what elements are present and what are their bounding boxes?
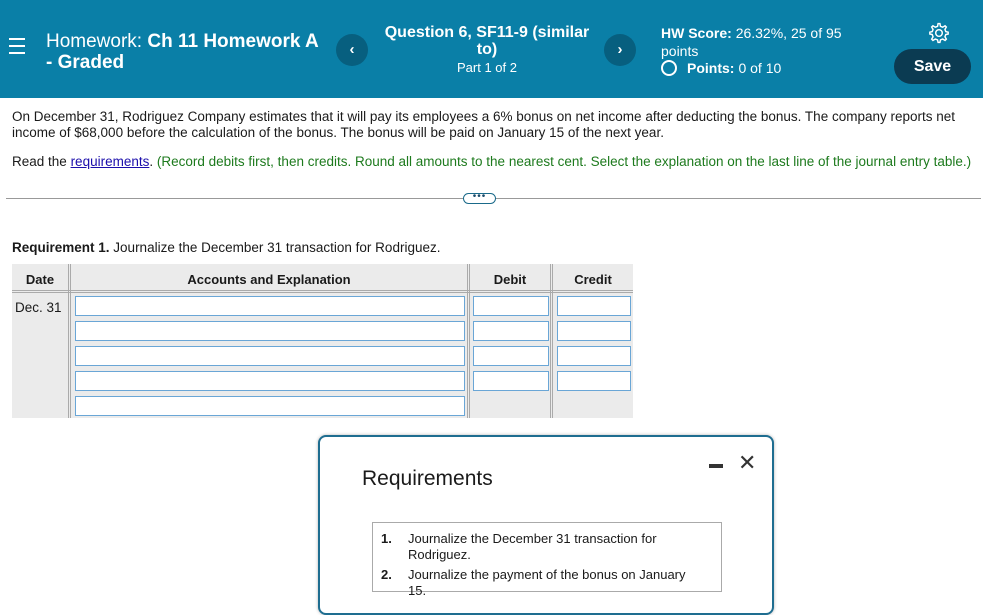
previous-question-button[interactable]: ‹ — [336, 34, 368, 66]
header-separator — [12, 290, 633, 293]
points-value: 0 of 10 — [738, 60, 782, 76]
debit-input[interactable] — [473, 321, 549, 341]
list-item-text: Journalize the December 31 transaction for Rodriguez. — [408, 531, 657, 562]
debit-input[interactable] — [473, 346, 549, 366]
credit-header: Credit — [574, 272, 612, 287]
requirement-text: Journalize the December 31 transaction for Rodriguez. — [113, 240, 441, 255]
hw-score — [661, 24, 861, 60]
minimize-icon[interactable] — [709, 464, 723, 468]
requirement-heading — [12, 240, 440, 255]
column-separator — [550, 264, 553, 418]
requirements-popup — [318, 435, 774, 615]
instructions — [12, 154, 977, 170]
debit-header: Debit — [493, 272, 527, 287]
debit-input[interactable] — [473, 371, 549, 391]
column-separator — [68, 264, 71, 418]
save-button[interactable]: Save — [894, 49, 971, 84]
hw-score-label: HW Score: — [661, 25, 732, 41]
hw-score-value: 26.32%, 25 of 95 points — [661, 25, 842, 59]
credit-input[interactable] — [557, 296, 631, 316]
credit-input[interactable] — [557, 371, 631, 391]
account-input[interactable] — [75, 321, 465, 341]
list-item-number: 2. — [381, 567, 392, 582]
question-title: Question 6, SF11-9 (similar to) — [384, 24, 590, 58]
close-icon[interactable]: ✕ — [738, 450, 757, 475]
next-question-button[interactable]: › — [604, 34, 636, 66]
account-input[interactable] — [75, 371, 465, 391]
problem-text: On December 31, Rodriguez Company estimates that it will pay its employees a 6% bonus on net income after deducting the bonus. The company reports net income of $68,000 before the calculation of the bonus. The bonus will be paid on January 15 of the next year. — [12, 109, 956, 140]
account-input[interactable] — [75, 346, 465, 366]
date-cell: Dec. 31 — [15, 300, 62, 315]
gear-icon[interactable] — [928, 22, 950, 44]
accounts-header: Accounts and Explanation — [187, 272, 351, 287]
requirements-list — [372, 522, 722, 598]
account-input[interactable] — [75, 296, 465, 316]
homework-title-name: Ch 11 Homework A — [147, 31, 319, 52]
read-prefix: Read the — [12, 154, 67, 169]
instruction-text: (Record debits first, then credits. Round all amounts to the nearest cent. Select the explanation on the last line of the journal entry table.) — [156, 154, 972, 169]
requirements-link[interactable]: requirements — [70, 154, 150, 169]
points — [661, 60, 781, 76]
points-label: Points: — [687, 60, 735, 76]
credit-input[interactable] — [557, 346, 631, 366]
period: . — [149, 154, 154, 169]
points-circle-icon — [661, 60, 677, 76]
explanation-input[interactable] — [75, 396, 465, 416]
homework-title-suffix: - Graded — [46, 52, 125, 73]
debit-input[interactable] — [473, 296, 549, 316]
part-indicator: Part 1 of 2 — [457, 60, 517, 75]
requirement-number: Requirement 1. — [12, 240, 110, 255]
expand-icon[interactable]: ••• — [463, 193, 496, 204]
list-item-number: 1. — [381, 531, 392, 546]
popup-title: Requirements — [362, 467, 493, 490]
journal-entry-table — [12, 264, 633, 418]
top-header — [0, 0, 983, 98]
list-item-text: Journalize the payment of the bonus on January 15. — [408, 567, 686, 598]
credit-input[interactable] — [557, 321, 631, 341]
date-header: Date — [25, 272, 55, 287]
menu-icon[interactable] — [9, 38, 27, 58]
homework-title — [46, 31, 331, 73]
column-separator — [467, 264, 470, 418]
homework-title-prefix: Homework: — [46, 31, 143, 52]
